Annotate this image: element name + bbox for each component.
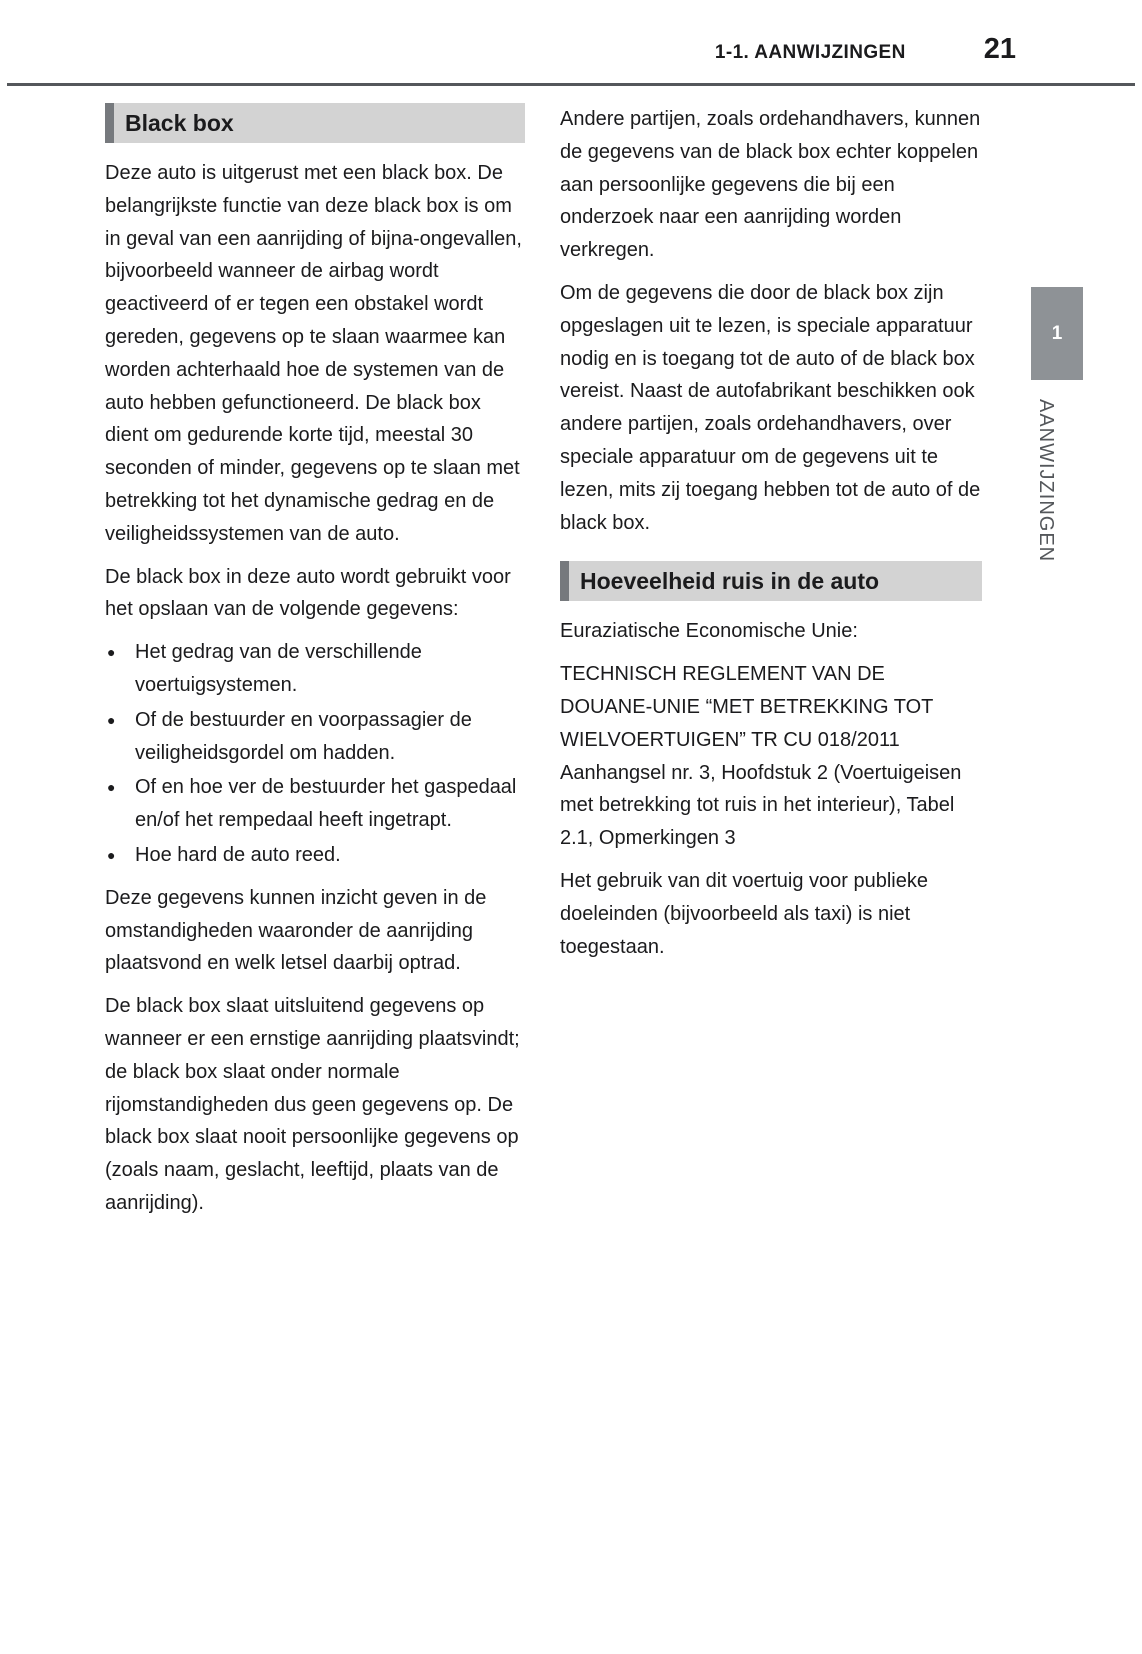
page-number: 21 [983,33,1016,65]
page-header [0,33,1016,66]
list-item [105,636,525,702]
paragraph: Andere partijen, zoals ordehandhavers, kunnen de gegevens van de black box echter koppelen aan persoonlijke gegevens die bij een onderzoek naar een aanrijding worden verkregen. [560,108,981,262]
paragraph: TECHNISCH REGLEMENT VAN DE DOUANE-UNIE “MET BETREKKING TOT WIELVOERTUIGEN” TR CU 018/2011 Aanhangsel nr. 3, Hoofdstuk 2 (Voertuigeisen met betrekking tot ruis in het interieur), Tabel 2.1, Opmerkingen 3 [560,663,962,850]
paragraph: Deze auto is uitgerust met een black box. De belangrijkste functie van deze black box is om in geval van een aanrijding of bijna-ongevallen, bijvoorbeeld wanneer de airbag wordt geactiveerd of er tegen een obstakel wordt gereden, gegevens op te slaan waarmee kan worden achterhaald hoe de systemen van de auto hebben gefunctioneerd. De black box dient om gedurende korte tijd, meestal 30 seconden of minder, gegevens op te slaan met betrekking tot het dynamische gedrag en de veiligheidssystemen van de auto. [105,162,522,545]
section-title: 1-1. AANWIJZINGEN [714,42,906,63]
list-item-text: Of en hoe ver de bestuurder het gaspedaal en/of het rempedaal heeft ingetrapt. [135,776,517,832]
list-item-text: Het gedrag van de verschillende voertuigsystemen. [135,641,422,696]
list-item-text: Of de bestuurder en voorpassagier de veiligheidsgordel om hadden. [135,708,472,764]
paragraph: De black box in deze auto wordt gebruikt voor het opslaan van de volgende gegevens: [105,565,511,621]
bullet-icon: ● [107,779,116,796]
chapter-label: AANWIJZINGEN [1035,399,1057,563]
paragraph: Deze gegevens kunnen inzicht geven in de omstandigheden waaronder de aanrijding plaatsvond en welk letsel daarbij optrad. [105,886,487,975]
bullet-icon: ● [107,644,116,661]
list-item-text: Hoe hard de auto reed. [135,843,341,866]
heading-text: Hoeveelheid ruis in de auto [580,567,880,594]
paragraph: Om de gegevens die door de black box zijn opgeslagen uit te lezen, is speciale apparatuur nodig en is toegang tot de auto of de black box vereist. Naast de autofabrikant beschikken ook andere partijen, zoals ordehandhavers, over speciale apparatuur om de gegevens uit te lezen, mits zij toegang hebben tot de auto of de black box. [560,281,981,534]
header-rule [7,83,1135,86]
heading-text: Black box [125,109,234,136]
paragraph: Het gebruik van dit voertuig voor publieke doeleinden (bijvoorbeeld als taxi) is niet toegestaan. [560,869,928,958]
heading-black-box [105,103,525,143]
heading-accent-bar [105,103,114,143]
list-item [105,704,525,770]
heading-accent-bar [560,561,569,601]
list-item [105,839,525,872]
heading-hoeveelheid-ruis [560,561,982,601]
right-column [560,103,982,973]
list-item [105,771,525,837]
bullet-list [105,636,525,872]
bullet-icon: ● [107,711,116,728]
paragraph: Euraziatische Economische Unie: [560,620,858,643]
chapter-tab: 1 [1031,287,1083,380]
paragraph: De black box slaat uitsluitend gegevens op wanneer er een ernstige aanrijding plaatsvindt; de black box slaat onder normale rijomstandigheden dus geen gegevens op. De black box slaat nooit persoonlijke gegevens op (zoals naam, geslacht, leeftijd, plaats van de aanrijding). [105,995,520,1214]
left-column [105,103,525,1230]
bullet-icon: ● [107,846,116,863]
